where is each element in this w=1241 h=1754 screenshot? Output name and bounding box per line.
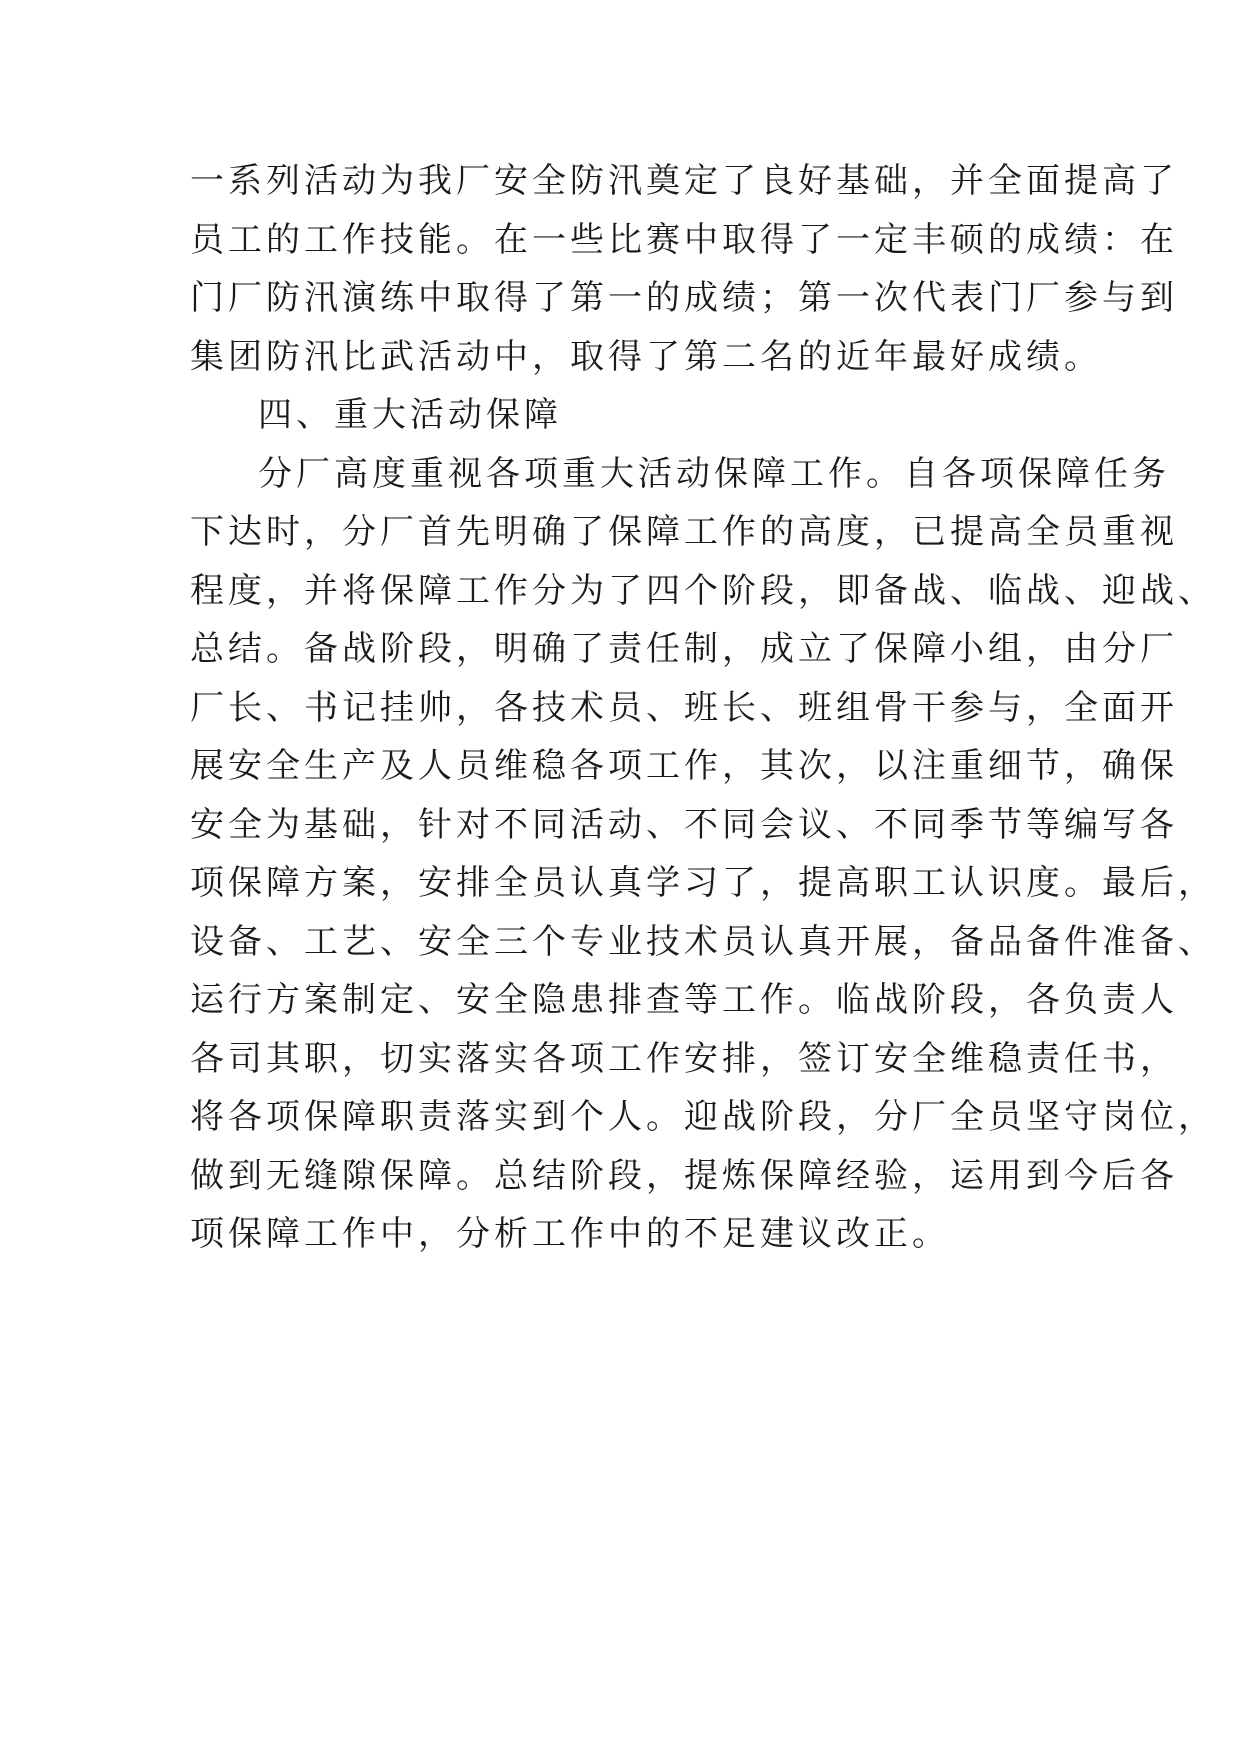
paragraph-line: 将各项保障职责落实到个人。迎战阶段，分厂全员坚守岗位， <box>190 1097 1216 1137</box>
paragraph-line: 安全为基础，针对不同活动、不同会议、不同季节等编写各 <box>190 804 1178 845</box>
document-body <box>190 152 1216 1264</box>
paragraph-line: 项保障工作中，分析工作中的不足建议改正。 <box>190 1214 950 1254</box>
paragraph-line: 分厂高度重视各项重大活动保障工作。自各项保障任务 <box>258 453 1170 494</box>
paragraph-line: 设备、工艺、安全三个专业技术员认真开展，备品备件准备、 <box>190 921 1216 962</box>
paragraph-2 <box>190 445 1216 1264</box>
paragraph-line: 各司其职，切实落实各项工作安排，签订安全维稳责任书， <box>190 1038 1178 1079</box>
paragraph-line: 运行方案制定、安全隐患排查等工作。临战阶段，各负责人 <box>190 980 1178 1020</box>
paragraph-1 <box>190 152 1178 386</box>
paragraph-line: 做到无缝隙保障。总结阶段，提炼保障经验，运用到今后各 <box>190 1155 1178 1196</box>
paragraph-line: 员工的工作技能。在一些比赛中取得了一定丰硕的成绩：在 <box>190 219 1178 260</box>
paragraph-line: 项保障方案，安排全员认真学习了，提高职工认识度。最后， <box>190 863 1216 903</box>
paragraph-line: 厂长、书记挂帅，各技术员、班长、班组骨干参与，全面开 <box>190 687 1178 728</box>
paragraph-line: 展安全生产及人员维稳各项工作，其次，以注重细节，确保 <box>190 746 1178 786</box>
paragraph-line: 下达时，分厂首先明确了保障工作的高度，已提高全员重视 <box>190 512 1178 552</box>
section-heading: 四、重大活动保障 <box>258 395 562 435</box>
paragraph-line: 程度，并将保障工作分为了四个阶段，即备战、临战、迎战、 <box>190 570 1216 611</box>
paragraph-line: 门厂防汛演练中取得了第一的成绩；第一次代表门厂参与到 <box>190 278 1178 318</box>
paragraph-line: 集团防汛比武活动中，取得了第二名的近年最好成绩。 <box>190 336 1102 377</box>
paragraph-line: 一系列活动为我厂安全防汛奠定了良好基础，并全面提高了 <box>190 161 1178 201</box>
paragraph-line: 总结。备战阶段，明确了责任制，成立了保障小组，由分厂 <box>190 629 1178 669</box>
